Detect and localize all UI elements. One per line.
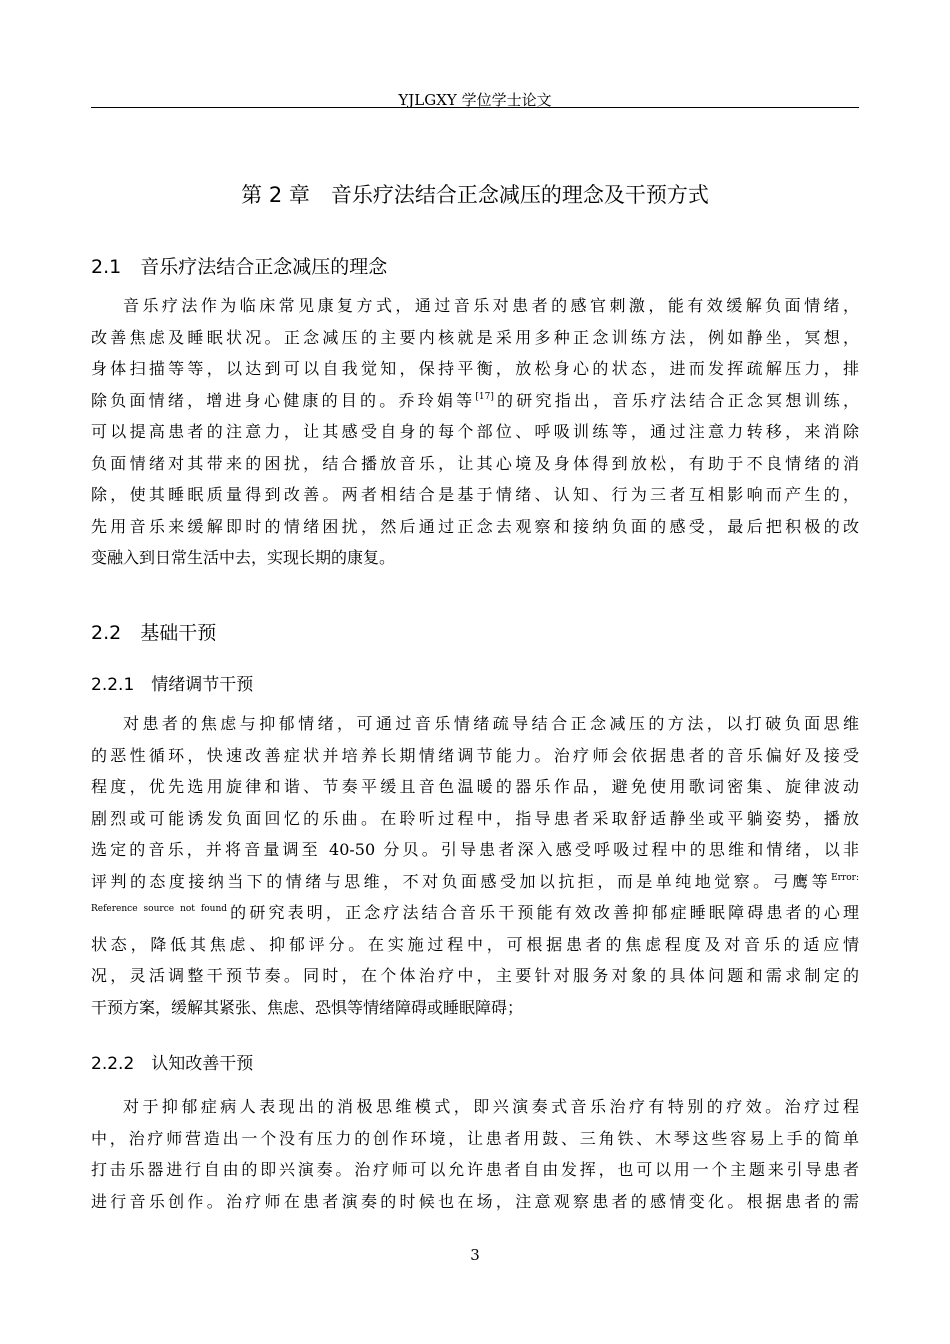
text-line: 剧烈或可能诱发负面回忆的乐曲。在聆听过程中，指导患者采取舒适静坐或平躺姿势，播放 bbox=[91, 808, 859, 828]
text-segment: 的研究指出，音乐疗法结合正念冥想训练， bbox=[493, 390, 859, 410]
paragraph-2-1 bbox=[91, 290, 859, 574]
chapter-title: 第 2 章 音乐疗法结合正念减压的理念及干预方式 bbox=[241, 183, 709, 207]
text-line: 对患者的焦虑与抑郁情绪，可通过音乐情绪疏导结合正念减压的方法，以打破负面思维 bbox=[123, 714, 859, 733]
text-line bbox=[91, 897, 859, 929]
text-line: 负面情绪对其带来的困扰，结合播放音乐，让其心境及身体得到放松，有助于不良情绪的消 bbox=[91, 453, 859, 473]
text-line: 对于抑郁症病人表现出的消极思维模式，即兴演奏式音乐治疗有特别的疗效。治疗过程 bbox=[123, 1097, 859, 1116]
text-line: 身体扫描等等，以达到可以自我觉知，保持平衡，放松身心的状态，进而发挥疏解压力，排 bbox=[91, 359, 859, 378]
text-line: 选定的音乐，并将音量调至 40-50 分贝。引导患者深入感受呼吸过程中的思维和情绪，以非 bbox=[91, 840, 859, 859]
reference-error-marker: Reference source not found bbox=[91, 904, 228, 914]
reference-error-marker: Error: bbox=[831, 872, 859, 883]
section-heading-2-2-2: 2.2.2 认知改善干预 bbox=[91, 1054, 254, 1074]
section-heading-2-1: 2.1 音乐疗法结合正念减压的理念 bbox=[91, 256, 388, 278]
citation-marker: [17] bbox=[475, 391, 494, 402]
text-line: 改善焦虑及睡眠状况。正念减压的主要内核就是采用多种正念训练方法，例如静坐，冥想， bbox=[91, 327, 859, 347]
text-line: 干预方案，缓解其紧张、焦虑、恐惧等情绪障碍或睡眠障碍； bbox=[91, 997, 524, 1017]
text-line bbox=[91, 385, 859, 417]
text-line: 变融入到日常生活中去，实现长期的康复。 bbox=[91, 548, 396, 567]
section-heading-2-2: 2.2 基础干预 bbox=[91, 622, 217, 644]
header-divider bbox=[91, 107, 859, 108]
text-line: 先用音乐来缓解即时的情绪困扰，然后通过正念去观察和接纳负面的感受，最后把积极的改 bbox=[91, 516, 859, 536]
paragraph-2-2-2 bbox=[91, 1091, 859, 1217]
text-segment: 的研究表明，正念疗法结合音乐干预能有效改善抑郁症睡眠障碍患者的心理 bbox=[227, 903, 859, 922]
text-line: 状态，降低其焦虑、抑郁评分。在实施过程中，可根据患者的焦虑程度及对音乐的适应情 bbox=[91, 934, 859, 954]
text-line: 中，治疗师营造出一个没有压力的创作环境，让患者用鼓、三角铁、木琴这些容易上手的简单 bbox=[91, 1128, 859, 1148]
text-line: 打击乐器进行自由的即兴演奏。治疗师可以允许患者自由发挥，也可以用一个主题来引导患者 bbox=[91, 1160, 859, 1179]
text-line: 进行音乐创作。治疗师在患者演奏的时候也在场，注意观察患者的感情变化。根据患者的需 bbox=[91, 1191, 859, 1211]
text-line: 音乐疗法作为临床常见康复方式，通过音乐对患者的感官刺激，能有效缓解负面情绪， bbox=[123, 296, 859, 315]
text-segment: 除负面情绪，增进身心健康的目的。乔玲娟等 bbox=[91, 390, 476, 410]
text-line: 的恶性循环，快速改善症状并培养长期情绪调节能力。治疗师会依据患者的音乐偏好及接受 bbox=[91, 745, 859, 765]
text-line: 除，使其睡眠质量得到改善。两者相结合是基于情绪、认知、行为三者互相影响而产生的， bbox=[91, 485, 859, 504]
text-line bbox=[91, 866, 859, 898]
text-line: 况，灵活调整干预节奏。同时，在个体治疗中，主要针对服务对象的具体问题和需求制定的 bbox=[91, 966, 859, 985]
page-number: 3 bbox=[470, 1246, 480, 1264]
text-line: 可以提高患者的注意力，让其感受自身的每个部位、呼吸训练等，通过注意力转移，来消除 bbox=[91, 422, 859, 441]
running-header: YJLGXY 学位学士论文 bbox=[398, 91, 552, 109]
text-line: 程度，优先选用旋律和谐、节奏平缓且音色温暖的器乐作品，避免使用歌词密集、旋律波动 bbox=[91, 777, 859, 796]
text-segment: 评判的态度接纳当下的情绪与思维，不对负面感受加以抗拒，而是单纯地觉察。弓鹰等 bbox=[91, 871, 832, 891]
section-heading-2-2-1: 2.2.1 情绪调节干预 bbox=[91, 675, 254, 695]
paragraph-2-2-1 bbox=[91, 708, 859, 1023]
